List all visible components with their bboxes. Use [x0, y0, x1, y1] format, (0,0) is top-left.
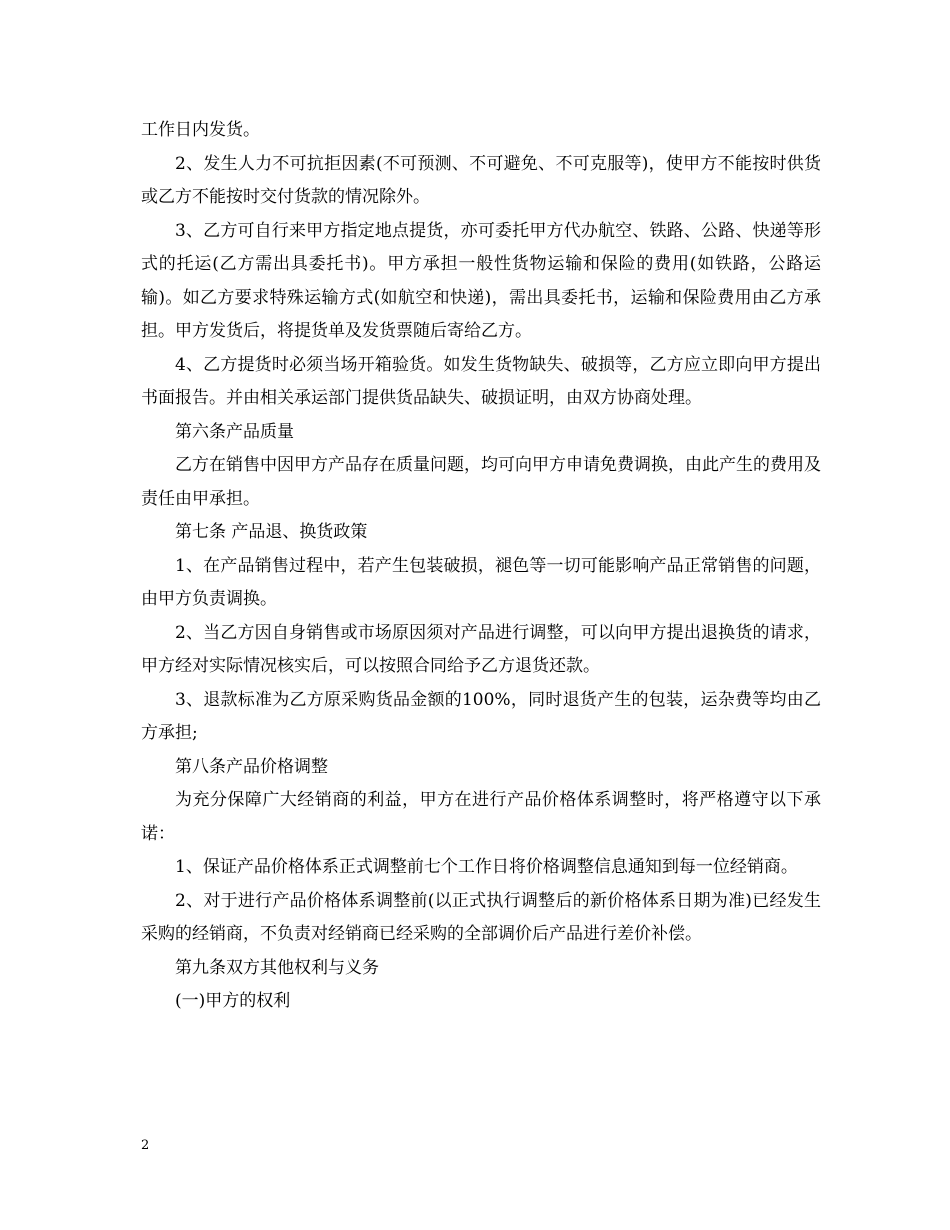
paragraph: 工作日内发货。 — [141, 120, 260, 140]
paragraph: 1、保证产品价格体系正式调整前七个工作日将价格调整信息通知到每一位经销商。 — [175, 857, 798, 877]
paragraph: 4、乙方提货时必须当场开箱验货。如发生货物缺失、破损等，乙方应立即向甲方提出书面报告。并由相关承运部门提供货品缺失、破损证明，由双方协商处理。 — [141, 354, 821, 408]
paragraph: 乙方在销售中因甲方产品存在质量问题，均可向甲方申请免费调换，由此产生的费用及责任由甲承担。 — [141, 455, 821, 509]
paragraph: 3、退款标准为乙方原采购货品金额的100%，同时退货产生的包装，运杂费等均由乙方承担; — [141, 689, 821, 743]
subsection-heading: (一)甲方的权利 — [175, 991, 291, 1011]
page-number: 2 — [141, 1138, 150, 1153]
paragraph: 为充分保障广大经销商的利益，甲方在进行产品价格体系调整时，将严格遵守以下承诺： — [141, 790, 821, 844]
paragraph: 2、当乙方因自身销售或市场原因须对产品进行调整，可以向甲方提出退换货的请求，甲方经对实际情况核实后，可以按照合同给予乙方退货还款。 — [141, 622, 821, 676]
section-heading: 第六条产品质量 — [175, 421, 294, 442]
section-heading: 第八条产品价格调整 — [175, 756, 328, 777]
paragraph: 3、乙方可自行来甲方指定地点提货，亦可委托甲方代办航空、铁路、公路、快递等形式的托运(乙方需出具委托书)。甲方承担一般性货物运输和保险的费用(如铁路，公路运输)。如乙方要求特殊运输方式(如航空和快递)，需出具委托书，运输和保险费用由乙方承担。甲方发货后，将提货单及发货票随后寄给乙方。 — [141, 220, 821, 341]
paragraph: 2、对于进行产品价格体系调整前(以正式执行调整后的新价格体系日期为准)已经发生采购的经销商，不负责对经销商已经采购的全部调价后产品进行差价补偿。 — [141, 890, 821, 944]
paragraph: 2、发生人力不可抗拒因素(不可预测、不可避免、不可克服等)，使甲方不能按时供货或乙方不能按时交付货款的情况除外。 — [141, 153, 821, 207]
document-body — [141, 114, 821, 1019]
section-heading: 第九条双方其他权利与义务 — [175, 957, 379, 978]
paragraph: 1、在产品销售过程中，若产生包装破损，褪色等一切可能影响产品正常销售的问题，由甲方负责调换。 — [141, 555, 821, 609]
section-heading: 第七条 产品退、换货政策 — [175, 522, 368, 542]
